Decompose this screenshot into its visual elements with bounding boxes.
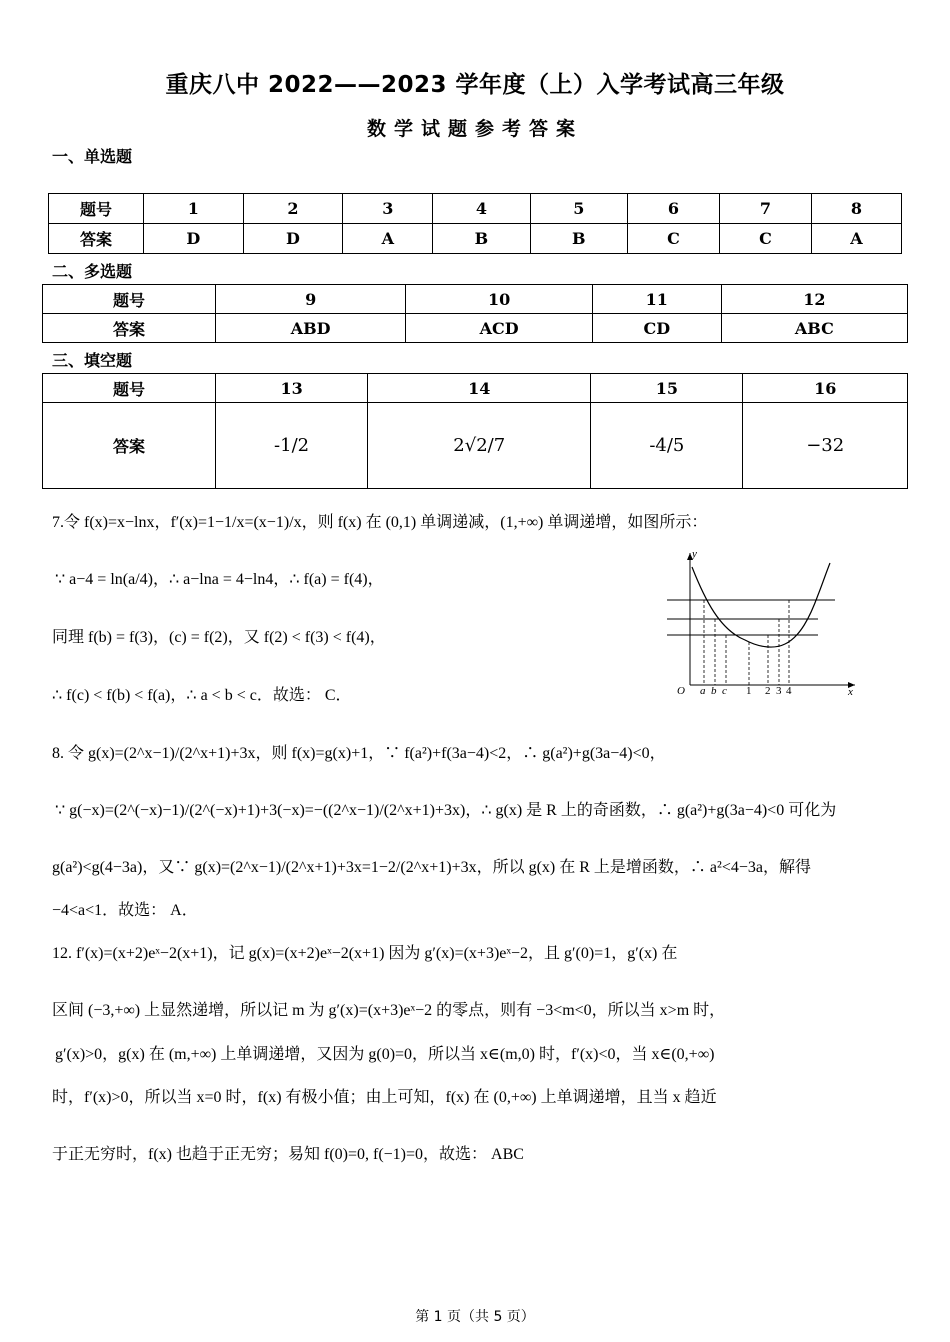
table-cell: 14 xyxy=(368,374,591,403)
table-cell: D xyxy=(144,224,244,254)
answer-15-text: -4/5 xyxy=(649,435,685,456)
q7-line-3: 同理 f(b) = f(3)，(c) = f(2)，又 f(2) < f(3) < f(4)， xyxy=(52,629,386,646)
table-cell: 8 xyxy=(811,194,901,224)
q12-line-2: 区间 (−3,+∞) 上显然递增，所以记 m 为 g′(x)=(x+3)eˣ−2 的零点，则有 −3<m<0，所以当 x>m 时， xyxy=(52,1002,726,1019)
table-cell: 3 xyxy=(343,194,433,224)
table-cell: CD xyxy=(592,314,721,343)
table-cell: B xyxy=(433,224,530,254)
table-cell: 10 xyxy=(406,285,593,314)
table-row-label: 答案 xyxy=(49,224,144,254)
q12-line-3: g′(x)>0，g(x) 在 (m,+∞) 上单调递增，又因为 g(0)=0，所以当 x∈(m,0) 时，f′(x)<0，当 x∈(0,+∞) xyxy=(55,1046,715,1063)
table-cell: 12 xyxy=(721,285,907,314)
dashed-guides xyxy=(704,600,789,685)
q7-line-2: ∵ a−4 = ln(a/4)，∴ a−lna = 4−ln4，∴ f(a) = f(4)， xyxy=(55,571,384,588)
table-cell: ABC xyxy=(721,314,907,343)
section-label-single-choice: 一、单选题 xyxy=(52,147,133,166)
table-row-label: 题号 xyxy=(43,374,216,403)
tick-label: 2 xyxy=(765,685,771,697)
table-cell: D xyxy=(243,224,343,254)
fill-in-table xyxy=(42,373,908,489)
table-cell: C xyxy=(719,224,811,254)
single-choice-table xyxy=(48,193,902,254)
table-cell: 16 xyxy=(743,374,908,403)
page-title: 重庆八中 2022——2023 学年度（上）入学考试高三年级 xyxy=(165,72,785,98)
q8-line-1: 8. 令 g(x)=(2^x−1)/(2^x+1)+3x，则 f(x)=g(x)+1，∵ f(a²)+f(3a−4)<2，∴ g(a²)+g(3a−4)<0， xyxy=(52,745,666,762)
table-cell: 6 xyxy=(627,194,719,224)
table-row-label: 答案 xyxy=(43,403,216,489)
q7-line-1: 7.令 f(x)=x−lnx，f′(x)=1−1/x=(x−1)/x，则 f(x) 在 (0,1) 单调递减，(1,+∞) 单调递增，如图所示： xyxy=(52,514,708,531)
curve xyxy=(692,563,830,647)
origin-label: O xyxy=(677,685,685,697)
answer-14-text: 2√2/7 xyxy=(453,435,506,456)
table-cell: 15 xyxy=(591,374,743,403)
tick-label: 4 xyxy=(786,685,792,697)
table-cell: 4 xyxy=(433,194,530,224)
page-footer: 第 1 页（共 5 页） xyxy=(415,1309,535,1325)
table-row-label: 题号 xyxy=(43,285,216,314)
q12-line-4: 时，f′(x)>0，所以当 x=0 时，f(x) 有极小值；由上可知，f(x) 在 (0,+∞) 上单调递增，且当 x 趋近 xyxy=(52,1089,717,1106)
section-label-multi-choice: 二、多选题 xyxy=(52,262,133,281)
y-axis-label: y xyxy=(692,548,697,560)
answer-16: −32 xyxy=(743,403,908,489)
table-cell: 5 xyxy=(530,194,627,224)
q8-line-2: ∵ g(−x)=(2^(−x)−1)/(2^(−x)+1)+3(−x)=−((2^x−1)/(2^x+1)+3x)，∴ g(x) 是 R 上的奇函数，∴ g(a²)+g(3a−4)<0 可化为 xyxy=(55,802,837,819)
answer-13-text: -1/2 xyxy=(274,435,310,456)
table-cell: A xyxy=(343,224,433,254)
answer-13 xyxy=(216,403,368,489)
table-cell: ACD xyxy=(406,314,593,343)
tick-label: 1 xyxy=(746,685,752,697)
answer-15 xyxy=(591,403,743,489)
tick-label: c xyxy=(722,685,727,697)
table-cell: ABD xyxy=(216,314,406,343)
table-cell: 1 xyxy=(144,194,244,224)
table-cell: 9 xyxy=(216,285,406,314)
x-tick-labels xyxy=(700,685,792,697)
table-cell: 7 xyxy=(719,194,811,224)
q8-line-3: g(a²)<g(4−3a)，又∵ g(x)=(2^x−1)/(2^x+1)+3x=1−2/(2^x+1)+3x，所以 g(x) 在 R 上是增函数，∴ a²<4−3a，解得 xyxy=(52,859,811,876)
q12-line-1: 12. f′(x)=(x+2)eˣ−2(x+1)，记 g(x)=(x+2)eˣ−2(x+1) 因为 g′(x)=(x+3)eˣ−2，且 g′(0)=1，g′(x) 在 xyxy=(52,945,678,962)
q12-line-5: 于正无穷时，f(x) 也趋于正无穷；易知 f(0)=0, f(−1)=0，故选： ABC xyxy=(52,1146,524,1163)
section-label-fill-in: 三、填空题 xyxy=(52,351,133,370)
tick-label: 3 xyxy=(776,685,782,697)
multi-choice-table xyxy=(42,284,908,343)
table-cell: 13 xyxy=(216,374,368,403)
tick-label: b xyxy=(711,685,717,697)
table-cell: 11 xyxy=(592,285,721,314)
q7-function-graph xyxy=(660,545,865,700)
q7-line-4: ∴ f(c) < f(b) < f(a)，∴ a < b < c．故选： C． xyxy=(52,687,352,704)
x-axis-label: x xyxy=(848,686,853,698)
table-cell: C xyxy=(627,224,719,254)
tick-label: a xyxy=(700,685,706,697)
answer-14 xyxy=(368,403,591,489)
table-cell: A xyxy=(811,224,901,254)
table-cell: 2 xyxy=(243,194,343,224)
table-row-label: 题号 xyxy=(49,194,144,224)
q8-line-4: −4<a<1．故选： A． xyxy=(52,902,198,919)
table-row-label: 答案 xyxy=(43,314,216,343)
page-subtitle: 数学试题参考答案 xyxy=(366,118,583,140)
table-cell: B xyxy=(530,224,627,254)
